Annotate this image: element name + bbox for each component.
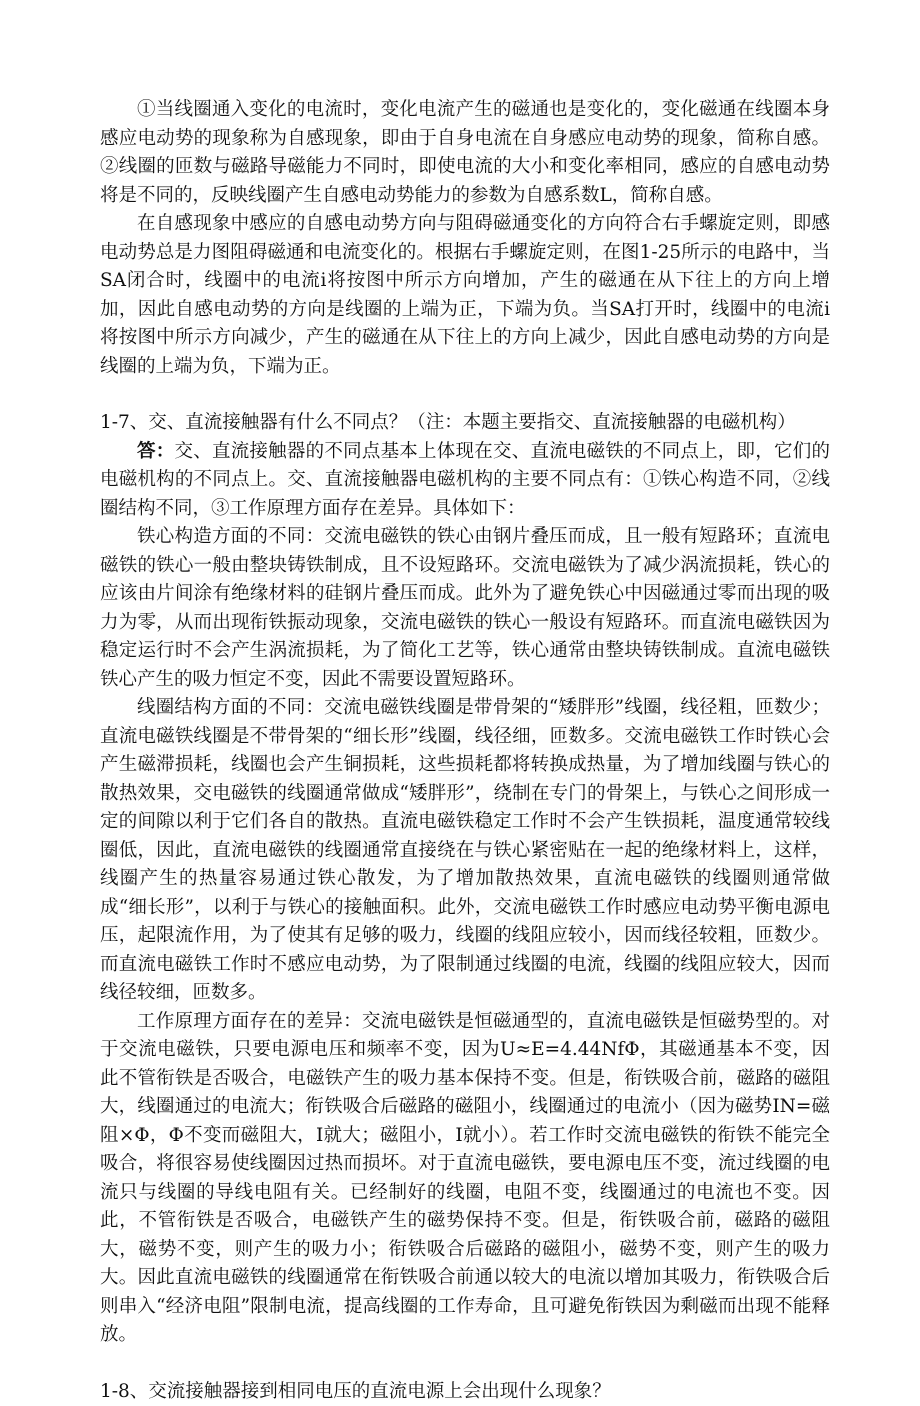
paragraph-self-inductance-direction: 在自感现象中感应的自感电动势方向与阻碍磁通变化的方向符合右手螺旋定则，即感电动势总是力图阻碍磁通和电流变化的。根据右手螺旋定则，在图1-25所示的电路中，当SA闭合时，线圈中的电流i将按图中所示方向增加，产生的磁通在从下往上的方向上增加，因此自感电动势的方向是线圈的上端为正，下端为负。当SA打开时，线圈中的电流i将按图中所示方向减少，产生的磁通在从下往上的方向上减少，因此自感电动势的方向是线圈的上端为负，下端为正。 [100,210,830,381]
spacer [100,1350,830,1378]
paragraph-coil-structure: 线圈结构方面的不同：交流电磁铁线圈是带骨架的“矮胖形”线圈，线径粗，匝数少；直流电磁铁线圈是不带骨架的“细长形”线圈，线径细，匝数多。交流电磁铁工作时铁心会产生磁滞损耗，线圈也会产生铜损耗，这些损耗都将转换成热量，为了增加线圈与铁心的散热效果，交电磁铁的线圈通常做成“矮胖形”，绕制在专门的骨架上，与铁心之间形成一定的间隙以利于它们各自的散热。直流电磁铁稳定工作时不会产生铁损耗，温度通常较线圈低，因此，直流电磁铁的线圈通常直接绕在与铁心紧密贴在一起的绝缘材料上，这样，线圈产生的热量容易通过铁心散发，为了增加散热效果，直流电磁铁的线圈则通常做成“细长形”，以利于与铁心的接触面积。此外，交流电磁铁工作时感应电动势平衡电源电压，起限流作用，为了使其有足够的吸力，线圈的线阻应较小，因而线径较粗，匝数少。而直流电磁铁工作时不感应电动势，为了限制通过线圈的电流，线圈的线阻应较大，因而线径较细，匝数多。 [100,694,830,1008]
question-1-7-title: 1-7、交、直流接触器有什么不同点？（注：本题主要指交、直流接触器的电磁机构） [100,409,830,438]
paragraph-core-structure: 铁心构造方面的不同：交流电磁铁的铁心由钢片叠压而成，且一般有短路环；直流电磁铁的铁心一般由整块铸铁制成，且不设短路环。交流电磁铁为了减少涡流损耗，铁心的应该由片间涂有绝缘材料的硅钢片叠压而成。此外为了避免铁心中因磁通过零而出现的吸力为零，从而出现衔铁振动现象，交流电磁铁的铁心一般设有短路环。而直流电磁铁因为稳定运行时不会产生涡流损耗，为了简化工艺等，铁心通常由整块铸铁制成。直流电磁铁铁心产生的吸力恒定不变，因此不需要设置短路环。 [100,523,830,694]
spacer [100,381,830,409]
paragraph-self-inductance-definition: ①当线圈通入变化的电流时，变化电流产生的磁通也是变化的，变化磁通在线圈本身感应电动势的现象称为自感现象，即由于自身电流在自身感应电动势的现象，简称自感。②线圈的匝数与磁路导磁能力不同时，即使电流的大小和变化率相同，感应的自感电动势将是不同的，反映线圈产生自感电动势能力的参数为自感系数L，简称自感。 [100,96,830,210]
paragraph-working-principle: 工作原理方面存在的差异：交流电磁铁是恒磁通型的，直流电磁铁是恒磁势型的。对于交流电磁铁，只要电源电压和频率不变，因为U≈E=4.44NfΦ，其磁通基本不变，因此不管衔铁是否吸合，电磁铁产生的吸力基本保持不变。但是，衔铁吸合前，磁路的磁阻大，线圈通过的电流大；衔铁吸合后磁路的磁阻小，线圈通过的电流小（因为磁势IN=磁阻×Φ，Φ不变而磁阻大，I就大；磁阻小，I就小）。若工作时交流电磁铁的衔铁不能完全吸合，将很容易使线圈因过热而损坏。对于直流电磁铁，要电源电压不变，流过线圈的电流只与线圈的导线电阻有关。已经制好的线圈，电阻不变，线圈通过的电流也不变。因此，不管衔铁是否吸合，电磁铁产生的磁势保持不变。但是，衔铁吸合前，磁路的磁阻大，磁势不变，则产生的吸力小；衔铁吸合后磁路的磁阻小，磁势不变，则产生的吸力大。因此直流电磁铁的线圈通常在衔铁吸合前通以较大的电流以增加其吸力，衔铁吸合后则串入“经济电阻”限制电流，提高线圈的工作寿命，且可避免衔铁因为剩磁而出现不能释放。 [100,1008,830,1350]
answer-label: 答： [137,441,174,462]
question-1-8-title: 1-8、交流接触器接到相同电压的直流电源上会出现什么现象？ [100,1378,830,1406]
document-page [100,96,830,1406]
answer-1-7-intro [100,438,830,524]
answer-1-7-intro-text: 交、直流接触器的不同点基本上体现在交、直流电磁铁的不同点上，即，它们的电磁机构的不同点上。交、直流接触器电磁机构的主要不同点有：①铁心构造不同，②线圈结构不同，③工作原理方面存在差异。具体如下： [100,441,830,519]
